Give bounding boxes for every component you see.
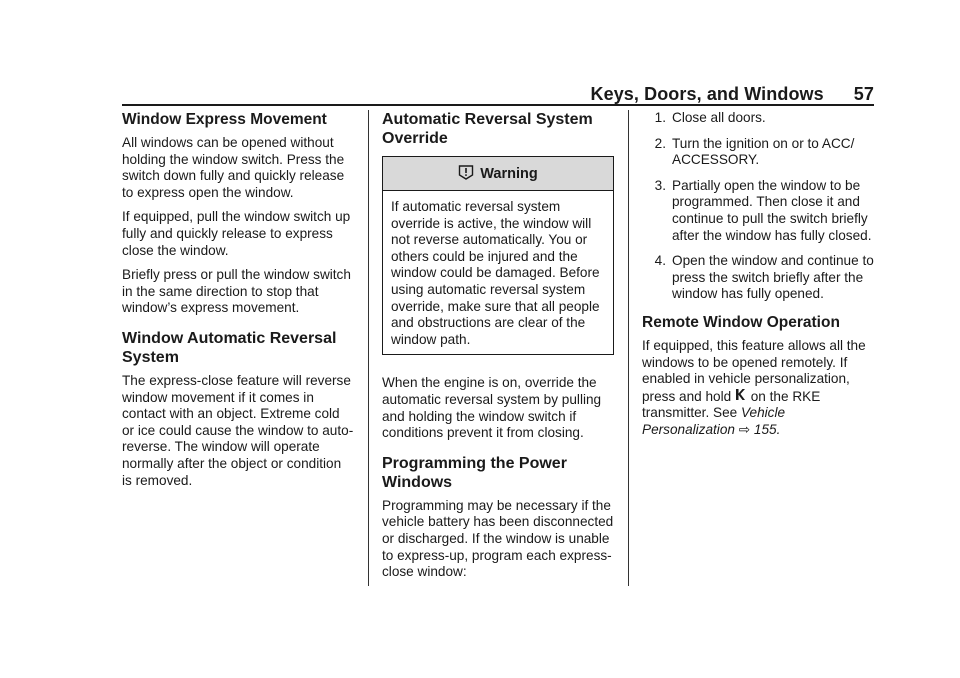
warning-text: If automatic reversal system override is active, the window will not reverse automatically. You or others could be injured and the window could be damaged. Before using automatic reversal system override, make sure that all people and obstructions are clear of the window path. bbox=[391, 199, 600, 347]
column-right bbox=[642, 110, 876, 447]
list-item: 3. Partially open the window to be programmed. Then close it and continue to pull the switch briefly after the window has fully closed. bbox=[654, 177, 872, 243]
warning-box bbox=[382, 156, 614, 355]
column-divider bbox=[368, 110, 369, 586]
list-item: 4. Open the window and continue to press the switch briefly after the window has fully opened. bbox=[654, 253, 874, 302]
remote-paragraph: If equipped, this feature allows all the windows to be opened remotely. If enabled in vehicle personalization, press and hold on the RKE transmitter. See Vehicle Personalization ⇨ 155. bbox=[642, 337, 866, 437]
override-paragraph: When the engine is on, override the automatic reversal system by pulling and holding the window switch if conditions prevent it from closing. bbox=[382, 375, 602, 441]
column-divider bbox=[628, 110, 629, 586]
column-middle bbox=[382, 110, 614, 589]
warning-icon bbox=[458, 164, 474, 184]
page-header bbox=[590, 84, 874, 105]
warning-title: Warning bbox=[480, 166, 538, 182]
column-left bbox=[122, 110, 354, 497]
vehicle-personalization-link[interactable]: Vehicle Personalization bbox=[642, 405, 786, 437]
list-item: 2. Turn the ignition on or to ACC/ ACCESSORY. bbox=[654, 135, 855, 168]
override-heading: Automatic Reversal System Override bbox=[382, 111, 593, 147]
reversal-paragraph: The express-close feature will reverse window movement if it comes in contact with an object. Extreme cold or ice could cause the window to auto-reverse. The window will operate normally after the object or condition is removed. bbox=[122, 372, 354, 488]
list-item: 1. Close all doors. bbox=[654, 110, 766, 125]
express-paragraph: Briefly press or pull the window switch in the same direction to stop that window’s express movement. bbox=[122, 267, 351, 316]
programming-heading: Programming the Power Windows bbox=[382, 454, 567, 491]
express-paragraph: All windows can be opened without holding the window switch. Press the switch down fully and quickly release to express open the window. bbox=[122, 135, 345, 200]
page-ref-arrow-icon: ⇨ bbox=[738, 421, 751, 437]
header-rule bbox=[122, 104, 874, 106]
steps-list bbox=[642, 110, 876, 303]
warning-body bbox=[383, 191, 613, 354]
programming-paragraph: Programming may be necessary if the vehicle battery has been disconnected or discharged. If the window is unable to express-up, program each express-close window: bbox=[382, 497, 614, 580]
express-heading: Window Express Movement bbox=[122, 111, 327, 128]
warning-header bbox=[383, 157, 613, 191]
page-number: 57 bbox=[853, 84, 874, 104]
section-title: Keys, Doors, and Windows bbox=[590, 84, 824, 104]
reversal-heading: Window Automatic Reversal System bbox=[122, 329, 337, 366]
key-fob-unlock-icon bbox=[735, 388, 747, 406]
page-ref[interactable]: 155. bbox=[753, 421, 781, 437]
express-paragraph: If equipped, pull the window switch up fully and quickly release to express close the window. bbox=[122, 209, 351, 258]
remote-heading: Remote Window Operation bbox=[642, 313, 840, 331]
